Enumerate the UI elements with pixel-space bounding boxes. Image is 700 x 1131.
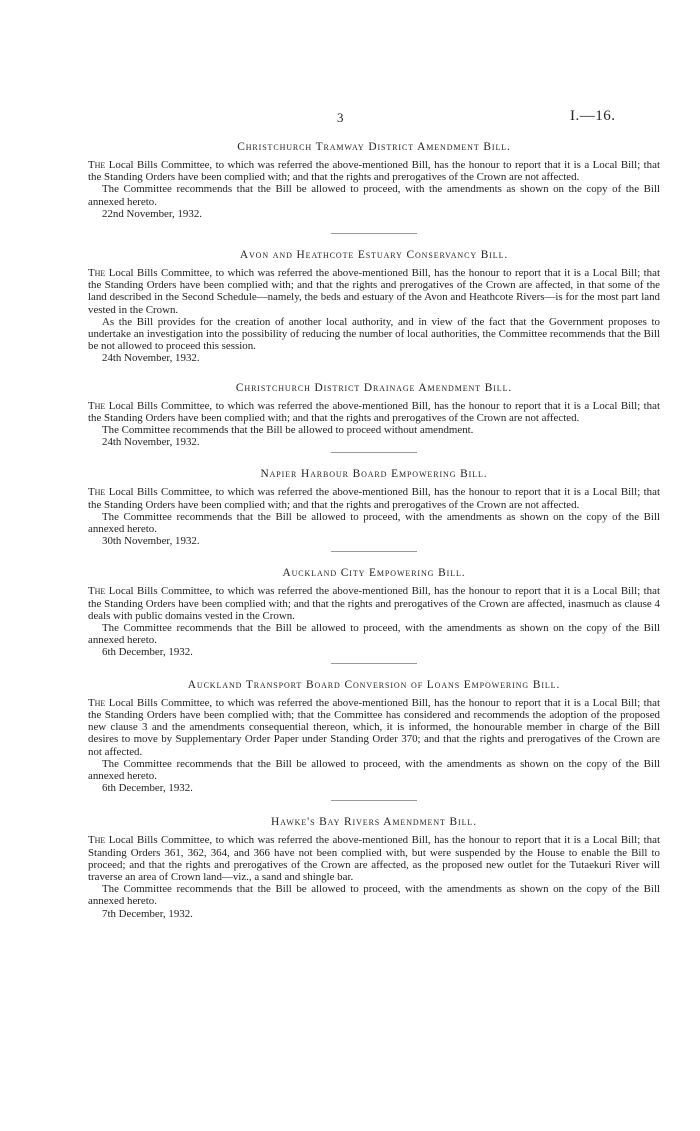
report-date: 24th November, 1932. [102,352,200,365]
bill-title: Hawke's Bay Rivers Amendment Bill. [271,816,477,829]
report-date: 6th December, 1932. [102,782,193,795]
lead-word: The [88,585,106,598]
bill-title: Christchurch District Drainage Amendment Bill. [235,381,513,394]
recommendation-paragraph: As the Bill provides for the creation of another local authority, and in view of the fact that the Government proposes to undertake an investigation into the possibility of reducing the number of local authorities, the Committee recommends that the Bill be not allowed to proceed this session. [88,315,660,353]
paragraph-text: Local Bills Committee, to which was referred the above-mentioned Bill, has the honour to report that it is a Local Bill; that the Standing Orders have been complied with; and that the rights and prerogatives of the Crown are not affected. [88,159,660,184]
report-body [88,141,660,920]
bill-section [88,679,660,795]
bill-section [88,816,660,919]
bill-title: Napier Harbour Board Empowering Bill. [260,468,488,481]
document-reference: I.—16. [570,108,616,124]
recommendation-paragraph: The Committee recommends that the Bill be allowed to proceed, with the amendments as shown on the copy of the Bill annexed hereto. [88,510,660,536]
bill-section [88,141,660,220]
report-paragraph [88,267,660,316]
bill-section [88,382,660,449]
recommendation-paragraph: The Committee recommends that the Bill be allowed to proceed, with the amendments as shown on the copy of the Bill annexed hereto. [88,183,660,208]
report-paragraph [88,159,660,183]
lead-word: The [88,486,106,499]
page-number: 3 [337,110,344,125]
report-paragraph [88,486,660,510]
recommendation-paragraph: The Committee recommends that the Bill be allowed to proceed without amendment. [102,424,474,437]
report-paragraph [88,400,660,424]
bill-section [88,468,660,547]
bill-title: Avon and Heathcote Estuary Conservancy Bill. [239,249,509,262]
recommendation-paragraph: The Committee recommends that the Bill be allowed to proceed, with the amendments as shown on the copy of the Bill annexed hereto. [88,883,660,908]
bill-title: Auckland Transport Board Conversion of Loans Empowering Bill. [187,678,561,691]
bill-title: Auckland City Empowering Bill. [282,567,466,580]
report-date: 22nd November, 1932. [102,207,202,220]
lead-word: The [88,399,106,412]
bill-section [88,567,660,658]
paragraph-text: Local Bills Committee, to which was referred the above-mentioned Bill, has the honour to report that it is a Local Bill; that Standing Orders 361, 362, 364, and 366 have not been complied with, but were suspended by the House to enable the Bill to proceed; and that the rights and prerogatives of the Crown are affected, as the proposed new outlet for the Tutaekuri River will traverse an area of Crown land—viz., a sand and shingle bar. [88,834,660,883]
lead-word: The [88,696,106,709]
recommendation-paragraph: The Committee recommends that the Bill be allowed to proceed, with the amendments as shown on the copy of the Bill annexed hereto. [88,757,660,782]
report-date: 6th December, 1932. [102,646,193,659]
report-date: 7th December, 1932. [102,907,193,920]
report-date: 30th November, 1932. [102,535,200,548]
lead-word: The [88,834,106,847]
recommendation-paragraph: The Committee recommends that the Bill be allowed to proceed, with the amendments as shown on the copy of the Bill annexed hereto. [88,622,660,647]
bill-title: Christchurch Tramway District Amendment Bill. [237,141,511,153]
report-paragraph [88,585,660,622]
report-date: 24th November, 1932. [102,436,200,449]
paragraph-text: Local Bills Committee, to which was referred the above-mentioned Bill, has the honour to report that it is a Local Bill; that the Standing Orders have been complied with; that the Committee has considered and recommends the adoption of the proposed new clause 3 and the amendments consequential thereon, which, it is informed, the honourable member in charge of the Bill desires to move by Supplementary Order Paper under Standing Order 370; and that the rights and prerogatives of the Crown are not affected. [88,696,660,758]
report-paragraph [88,834,660,883]
paragraph-text: Local Bills Committee, to which was referred the above-mentioned Bill, has the honour to report that it is a Local Bill; that the Standing Orders have been complied with; and that the rights and prerogatives of the Crown are not affected. [88,399,660,424]
report-paragraph [88,697,660,758]
lead-word: The [88,267,106,280]
lead-word: The [88,159,106,171]
paragraph-text: Local Bills Committee, to which was referred the above-mentioned Bill, has the honour to report that it is a Local Bill; that the Standing Orders have been complied with; and that the rights and prerogatives of the Crown are affected, in that some of the land described in the Second Schedule—namely, the beds and estuary of the Avon and Heathcote Rivers—is for the most part land vested in the Crown. [88,267,660,316]
bill-section [88,249,660,365]
paragraph-text: Local Bills Committee, to which was referred the above-mentioned Bill, has the honour to report that it is a Local Bill; that the Standing Orders have been complied with; and that the rights and prerogatives of the Crown are not affected. [88,486,660,511]
paragraph-text: Local Bills Committee, to which was referred the above-mentioned Bill, has the honour to report that it is a Local Bill; that the Standing Orders have been complied with; and that the rights and prerogatives of the Crown are affected, inasmuch as clause 4 deals with public domains vested in the Crown. [88,585,660,622]
